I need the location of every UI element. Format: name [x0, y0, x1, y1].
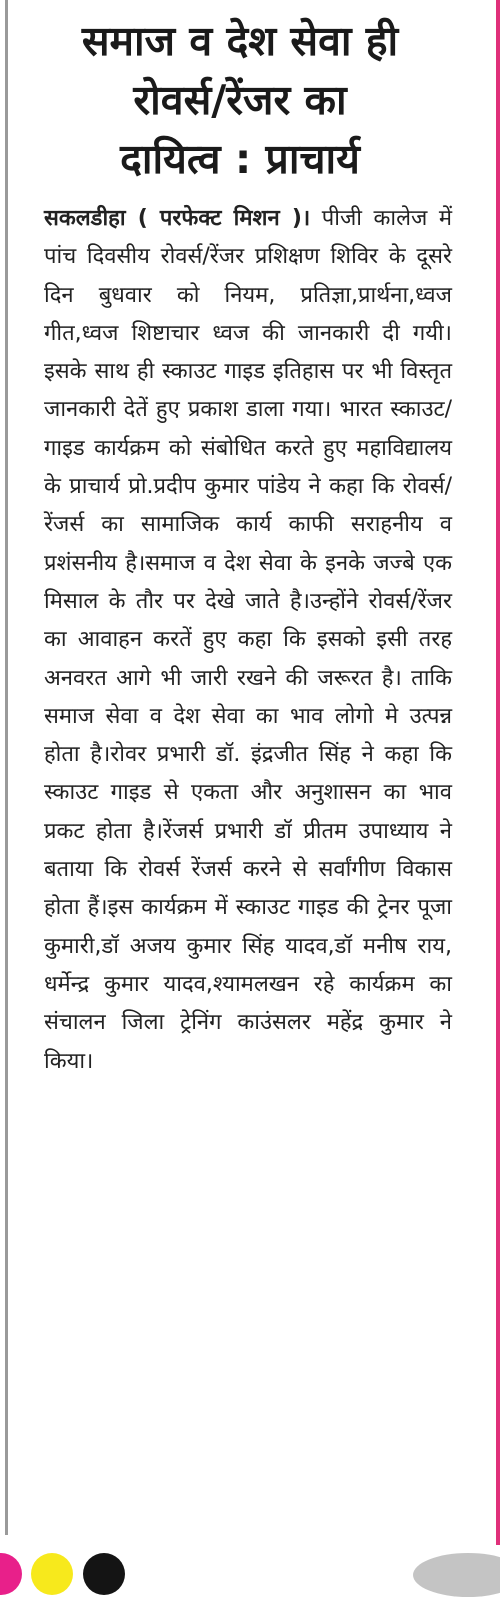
- registration-oval-gray: [413, 1553, 500, 1597]
- headline-line-1: समाज व देश सेवा ही: [81, 17, 399, 65]
- article-headline: [20, 12, 460, 189]
- registration-dot-yellow: [31, 1553, 73, 1595]
- article-dateline: सकलडीहा ( परफेक्ट मिशन )।: [44, 206, 311, 231]
- headline-line-3: दायित्व : प्राचार्य: [120, 135, 360, 183]
- headline-line-2: रोवर्स/रेंजर का: [133, 76, 347, 124]
- registration-dot-magenta: [0, 1553, 22, 1595]
- registration-dot-black: [83, 1553, 125, 1595]
- article-text: पीजी कालेज में पांच दिवसीय रोवर्स/रेंजर प्रशिक्षण शिविर के दूसरे दिन बुधवार को नियम, प्रतिज्ञा,प्रार्थना,ध्वज गीत,ध्वज शिष्टाचार ध्वज की जानकारी दी गयी। इसके साथ ही स्काउट गाइड इतिहास पर भी विस्तृत जानकारी देतें हुए प्रकाश डाला गया। भारत स्काउट/गाइड कार्यक्रम को संबोधित करते हुए महाविद्यालय के प्राचार्य प्रो.प्रदीप कुमार पांडेय ने कहा कि रोवर्स/रेंजर्स का सामाजिक कार्य काफी सराहनीय व प्रशंसनीय है।समाज व देश सेवा के इनके जज्बे एक मिसाल के तौर पर देखे जाते है।उन्होंने रोवर्स/रेंजर का आवाहन करतें हुए कहा कि इसको इसी तरह अनवरत आगे भी जारी रखने की जरूरत है। ताकि समाज सेवा व देश सेवा का भाव लोगो मे उत्पन्न होता है।रोवर प्रभारी डॉ. इंद्रजीत सिंह ने कहा कि स्काउट गाइड से एकता और अनुशासन का भाव प्रकट होता है।रेंजर्स प्रभारी डॉ प्रीतम उपाध्याय ने बताया कि रोवर्स रेंजर्स करने से सर्वांगीण विकास होता हैं।इस कार्यक्रम में स्काउट गाइड की ट्रेनर पूजा कुमारी,डॉ अजय कुमार सिंह यादव,डॉ मनीष राय, धर्मेन्द्र कुमार यादव,श्यामलखन रहे कार्यक्रम का संचालन जिला ट्रेनिंग काउंसलर महेंद्र कुमार ने किया।: [44, 206, 452, 1074]
- column-rule-left: [5, 0, 8, 1535]
- column-rule-right: [496, 0, 500, 1545]
- article-body: [44, 200, 452, 1081]
